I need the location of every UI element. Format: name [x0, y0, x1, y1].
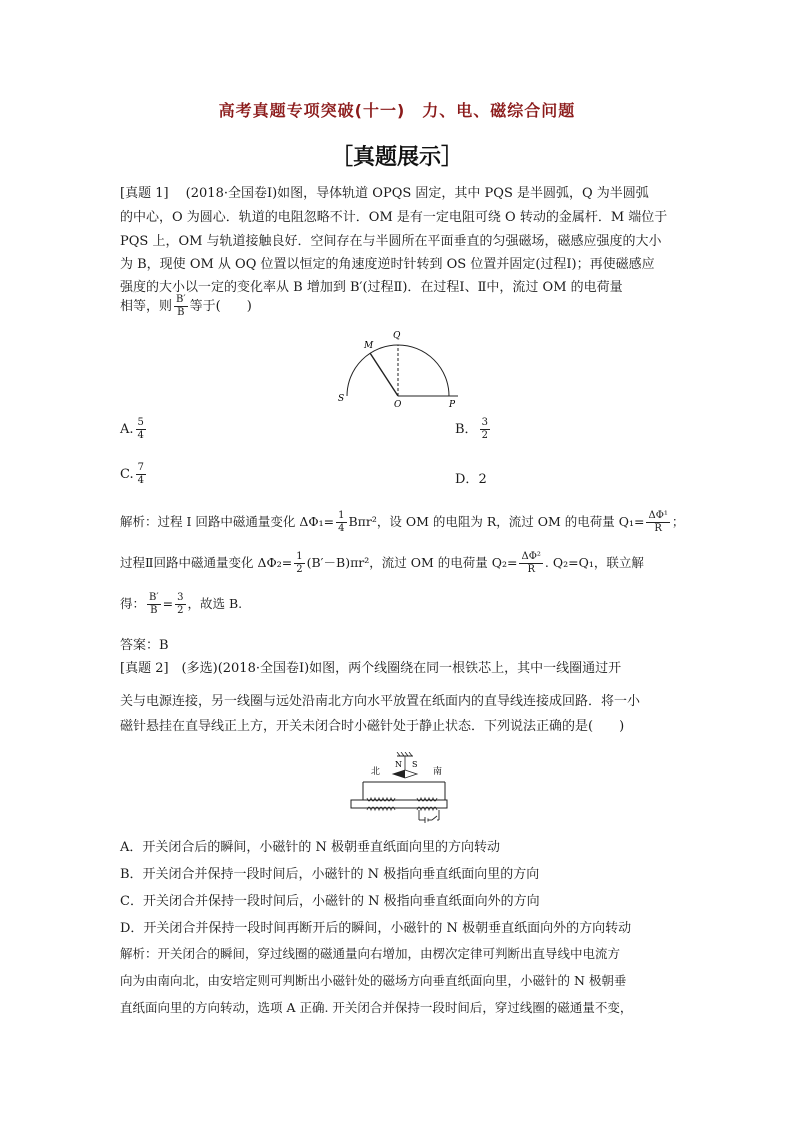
label-m: M [364, 341, 374, 351]
q1-semicircle-figure [330, 328, 470, 408]
analysis-3-frac [147, 592, 161, 617]
analysis-2-qden: R [527, 564, 535, 575]
q1-analysis-line-2 [120, 551, 644, 576]
q2-option-c: C．开关闭合并保持一段时间后，小磁针的 N 极指向垂直纸面向外的方向 [120, 894, 540, 909]
option-a-frac [136, 417, 146, 442]
analysis-1-fnum: 1 [338, 510, 345, 521]
analysis-1-fden: 4 [338, 523, 345, 534]
q1-last-prefix: 相等，则 [120, 299, 173, 314]
q1-answer: 答案：B [120, 638, 169, 653]
section-heading: ［真题展示］ [330, 145, 463, 170]
label-o: O [394, 400, 402, 408]
q2-analysis-line-2: 向为由南向北，由安培定则可判断出小磁针处的磁场方向垂直纸面向里，小磁针的 N 极朝垂 [120, 973, 627, 988]
q2-analysis-line-1: 解析：开关闭合的瞬间，穿过线圈的磁通量向右增加，由楞次定律可判断出直导线中电流方 [120, 946, 621, 961]
q2-line-2: 关与电源连接，另一线圈与远处沿南北方向水平放置在纸面内的直导线连接成回路．将一小 [120, 694, 641, 709]
q1-analysis-line-1 [120, 510, 684, 535]
needle-n-half [393, 770, 405, 778]
analysis-1a: 解析：过程 I 回路中磁通量变化 ΔΦ₁= [120, 514, 335, 529]
analysis-2-fnum: 1 [296, 551, 303, 562]
option-d-label: D． [455, 472, 479, 487]
q2-line-3: 磁针悬挂在直导线正上方，开关未闭合时小磁针处于静止状态．下列说法正确的是( ) [120, 719, 625, 734]
analysis-1-qnum: ΔΦ¹ [648, 510, 668, 521]
q1-frac-num: B′ [176, 294, 186, 305]
option-c-num: 7 [137, 462, 144, 473]
q1-analysis-line-3 [120, 592, 242, 617]
option-b-label: B． [455, 422, 478, 437]
option-c-den: 4 [137, 475, 144, 486]
analysis-3c: ，故选 B. [187, 596, 243, 611]
battery-switch-circuit [419, 810, 439, 823]
q1-frac-den: B [177, 307, 185, 318]
iron-core [351, 800, 447, 808]
analysis-3a: 得： [120, 596, 146, 611]
label-s-pole: S [412, 760, 418, 769]
label-south: 南 [433, 767, 443, 777]
analysis-2b: (B′－B)πr²，流过 OM 的电荷量 Q₂= [306, 555, 518, 570]
option-c-frac [136, 462, 146, 487]
option-b-den: 2 [481, 430, 488, 441]
q1-line-3: PQS 上，OM 与轨道接触良好．空间存在与半圆所在平面垂直的匀强磁场，磁感应强度的大小 [120, 234, 662, 249]
label-q: Q [393, 331, 401, 341]
q1-line-1: [真题 1] (2018·全国卷Ⅰ)如图，导体轨道 OPQS 固定，其中 PQS 是半圆弧，Q 为半圆弧 [120, 186, 649, 201]
q2-option-b: B．开关闭合并保持一段时间后，小磁针的 N 极指向垂直纸面向里的方向 [120, 867, 540, 882]
label-s: S [338, 394, 345, 404]
analysis-3-fnum: B′ [149, 592, 159, 603]
q1-last-suffix: 等于( ) [189, 299, 252, 314]
q1-option-d [455, 468, 487, 487]
q2-analysis-line-3: 直纸面向里的方向转动，选项 A 正确. 开关闭合并保持一段时间后，穿过线圈的磁通量不变， [120, 1000, 633, 1015]
analysis-1-frac [336, 510, 346, 535]
q2-option-d: D．开关闭合并保持一段时间再断开后的瞬间，小磁针的 N 极朝垂直纸面向外的方向转动 [120, 921, 632, 936]
analysis-3-rnum: 3 [177, 592, 184, 603]
q2-option-a: A．开关闭合后的瞬间，小磁针的 N 极朝垂直纸面向里的方向转动 [120, 840, 501, 855]
option-b-num: 3 [481, 417, 488, 428]
analysis-2-fden: 2 [296, 564, 303, 575]
rod-om [370, 353, 398, 396]
analysis-3-fden: B [150, 605, 158, 616]
analysis-2-qfrac [519, 551, 542, 576]
option-d-value: 2 [478, 472, 487, 487]
q1-fraction [174, 294, 188, 319]
option-a-num: 5 [137, 417, 144, 428]
analysis-2-qnum: ΔΦ² [521, 551, 541, 562]
q2-coil-figure [345, 752, 455, 827]
analysis-2a: 过程Ⅱ回路中磁通量变化 ΔΦ₂= [120, 555, 293, 570]
option-b-frac [480, 417, 490, 442]
q1-option-a [120, 417, 148, 442]
q1-line-2: 的中心，O 为圆心．轨道的电阻忽略不计．OM 是有一定电阻可绕 O 转动的金属杆．M 端位于 [120, 210, 668, 225]
label-north: 北 [371, 767, 381, 777]
analysis-1b: Bπr²，设 OM 的电阻为 R，流过 OM 的电荷量 Q₁= [348, 514, 645, 529]
q2-line-1: [真题 2] (多选)(2018·全国卷Ⅰ)如图，两个线圈绕在同一根铁芯上，其中一线圈通过开 [120, 661, 622, 676]
option-a-label: A. [120, 422, 134, 437]
label-n: N [395, 760, 402, 769]
analysis-1-qfrac [646, 510, 669, 535]
q1-option-c [120, 462, 148, 487]
page-title: 高考真题专项突破(十一) 力、电、磁综合问题 [218, 101, 576, 120]
option-c-label: C. [120, 467, 134, 482]
q1-option-b [455, 417, 492, 442]
option-a-den: 4 [137, 430, 144, 441]
analysis-2-frac [294, 551, 304, 576]
analysis-3b: = [162, 596, 174, 611]
analysis-3-rden: 2 [177, 605, 184, 616]
q1-line-5: 强度的大小以一定的变化率从 B 增加到 B′(过程Ⅱ)．在过程Ⅰ、Ⅱ中，流过 OM 的电荷量 [120, 280, 623, 295]
analysis-1-qden: R [654, 523, 662, 534]
label-p: P [449, 400, 456, 408]
q1-line-4: 为 B，现使 OM 从 OQ 位置以恒定的角速度逆时针转到 OS 位置并固定(过程Ⅰ)；再使磁感应 [120, 257, 655, 272]
analysis-2c: . Q₂=Q₁，联立解 [544, 555, 644, 570]
q1-line-6 [120, 294, 252, 319]
analysis-3-rfrac [175, 592, 185, 617]
analysis-1c: ； [671, 514, 685, 529]
